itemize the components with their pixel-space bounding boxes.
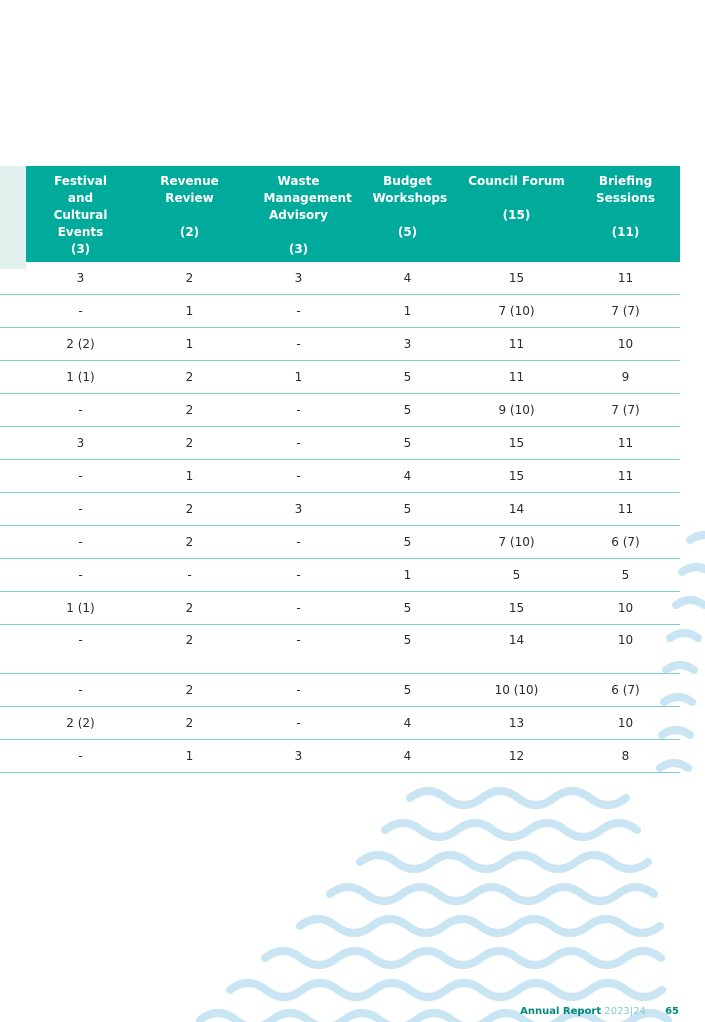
- table-cell: 2: [135, 361, 244, 394]
- table-row: [26, 295, 680, 328]
- table-row: [26, 740, 680, 773]
- table-cell: 5: [353, 674, 462, 707]
- table-row: [26, 592, 680, 625]
- table-cell: 5: [353, 361, 462, 394]
- table-cell: 5: [571, 559, 680, 592]
- row-rule-extension: [0, 558, 26, 559]
- table-cell: -: [26, 526, 135, 559]
- table-cell: -: [26, 559, 135, 592]
- table-cell: 1: [135, 740, 244, 773]
- table-cell: 2: [135, 394, 244, 427]
- table-cell: 5: [353, 427, 462, 460]
- table-row: [26, 707, 680, 740]
- table-cell: 2 (2): [26, 707, 135, 740]
- row-rule-extension: [0, 673, 26, 674]
- table-row: [26, 262, 680, 295]
- column-header-name: Council Forum: [468, 174, 565, 188]
- table-cell: 11: [571, 427, 680, 460]
- table-cell: 5: [353, 526, 462, 559]
- table-row: [26, 427, 680, 460]
- column-header-name: Briefing Sessions: [595, 174, 656, 205]
- table-cell: -: [244, 592, 353, 625]
- table-cell: 3: [353, 328, 462, 361]
- table-body: [26, 262, 680, 773]
- table-cell: 10: [571, 625, 680, 674]
- table-cell: 5: [353, 493, 462, 526]
- row-rule-extension: [0, 525, 26, 526]
- table-row: [26, 559, 680, 592]
- table-cell: 15: [462, 460, 571, 493]
- column-header-count: (11): [611, 225, 640, 239]
- table-cell: -: [244, 674, 353, 707]
- table-cell: -: [244, 295, 353, 328]
- table-cell: 11: [571, 493, 680, 526]
- table-cell: -: [244, 625, 353, 674]
- table-cell: 3: [244, 262, 353, 295]
- table-cell: -: [26, 674, 135, 707]
- table-cell: -: [26, 394, 135, 427]
- column-header-name: Revenue Review: [160, 174, 219, 205]
- table-cell: 9 (10): [462, 394, 571, 427]
- column-header-name: Waste Management Advisory: [263, 174, 352, 222]
- table-cell: 15: [462, 427, 571, 460]
- table-cell: -: [244, 394, 353, 427]
- table-cell: -: [244, 328, 353, 361]
- column-header: [353, 166, 462, 262]
- table-cell: 11: [462, 361, 571, 394]
- table-cell: 14: [462, 493, 571, 526]
- table-cell: -: [26, 740, 135, 773]
- footer-report-label: Annual Report: [520, 1006, 602, 1017]
- column-header-count: (3): [70, 242, 91, 256]
- table-cell: 3: [26, 262, 135, 295]
- table-cell: 10: [571, 707, 680, 740]
- attendance-table: [26, 166, 680, 773]
- row-rule-extension: [0, 426, 26, 427]
- table-cell: 2 (2): [26, 328, 135, 361]
- row-rule-extension: [0, 459, 26, 460]
- table-cell: 9: [571, 361, 680, 394]
- table-cell: 11: [462, 328, 571, 361]
- table-cell: 4: [353, 262, 462, 295]
- table-row: [26, 526, 680, 559]
- table-cell: 2: [135, 592, 244, 625]
- row-rule-extension: [0, 294, 26, 295]
- table-cell: 7 (7): [571, 394, 680, 427]
- row-rule-extension: [0, 327, 26, 328]
- table-cell: 14: [462, 625, 571, 674]
- row-rule-extension: [0, 624, 26, 625]
- table-cell: 10: [571, 328, 680, 361]
- table-cell: 2: [135, 674, 244, 707]
- table-cell: 2: [135, 493, 244, 526]
- table-cell: -: [244, 559, 353, 592]
- column-header-count: (3): [288, 242, 309, 256]
- row-rule-extension: [0, 706, 26, 707]
- footer-year: 2023|24: [604, 1006, 646, 1017]
- table-row: [26, 328, 680, 361]
- table-cell: 2: [135, 262, 244, 295]
- table-cell: 2: [135, 526, 244, 559]
- table-cell: 11: [571, 262, 680, 295]
- table-cell: 10 (10): [462, 674, 571, 707]
- table-row: [26, 394, 680, 427]
- table-cell: 3: [244, 493, 353, 526]
- table-header-row: [26, 166, 680, 262]
- row-rule-extension: [0, 739, 26, 740]
- table-cell: 15: [462, 262, 571, 295]
- row-rule-extension: [0, 591, 26, 592]
- page-footer: [520, 1006, 679, 1017]
- table-cell: -: [244, 707, 353, 740]
- table-cell: 1 (1): [26, 592, 135, 625]
- table-cell: 4: [353, 740, 462, 773]
- table-cell: -: [244, 526, 353, 559]
- table-cell: 2: [135, 625, 244, 674]
- row-rule-extension: [0, 393, 26, 394]
- row-rule-extension: [0, 772, 26, 773]
- table-row: [26, 493, 680, 526]
- column-header: [135, 166, 244, 262]
- table-cell: 2: [135, 427, 244, 460]
- table-cell: 1 (1): [26, 361, 135, 394]
- table-row: [26, 674, 680, 707]
- table-cell: 2: [135, 707, 244, 740]
- table-cell: -: [26, 295, 135, 328]
- table-cell: 8: [571, 740, 680, 773]
- page-number: 65: [665, 1006, 679, 1017]
- table-cell: 4: [353, 460, 462, 493]
- column-header: [571, 166, 680, 262]
- table-cell: 1: [135, 460, 244, 493]
- table-cell: 4: [353, 707, 462, 740]
- row-rule-extension: [0, 492, 26, 493]
- column-header-count: (2): [179, 225, 200, 239]
- header-left-stub: [0, 166, 26, 269]
- table-cell: -: [135, 559, 244, 592]
- table-cell: 7 (10): [462, 526, 571, 559]
- column-header-name: Festival and Cultural Events: [53, 174, 108, 239]
- table-cell: 5: [353, 625, 462, 674]
- table-cell: 5: [353, 592, 462, 625]
- table-cell: 1: [135, 328, 244, 361]
- table-cell: 15: [462, 592, 571, 625]
- row-rule-extension: [0, 360, 26, 361]
- table-row: [26, 460, 680, 493]
- column-header-count: (5): [397, 225, 418, 239]
- table-row: [26, 361, 680, 394]
- table-cell: 11: [571, 460, 680, 493]
- table-cell: 5: [353, 394, 462, 427]
- column-header-count: (15): [502, 208, 531, 222]
- table-cell: 13: [462, 707, 571, 740]
- table-cell: -: [26, 460, 135, 493]
- table-cell: 7 (10): [462, 295, 571, 328]
- table-cell: 6 (7): [571, 526, 680, 559]
- table-cell: 1: [244, 361, 353, 394]
- table-cell: 5: [462, 559, 571, 592]
- table-cell: 6 (7): [571, 674, 680, 707]
- column-header: [244, 166, 353, 262]
- table-cell: 1: [353, 559, 462, 592]
- table-cell: -: [26, 493, 135, 526]
- table-cell: 7 (7): [571, 295, 680, 328]
- table-cell: -: [26, 625, 135, 674]
- column-header-name: Budget Workshops: [372, 174, 448, 205]
- table-cell: 1: [353, 295, 462, 328]
- table-cell: 3: [26, 427, 135, 460]
- table-cell: -: [244, 460, 353, 493]
- column-header: [26, 166, 135, 262]
- table-cell: 3: [244, 740, 353, 773]
- table-cell: 12: [462, 740, 571, 773]
- table-row: [26, 625, 680, 674]
- table-cell: 1: [135, 295, 244, 328]
- table-cell: 10: [571, 592, 680, 625]
- table-cell: -: [244, 427, 353, 460]
- column-header: [462, 166, 571, 262]
